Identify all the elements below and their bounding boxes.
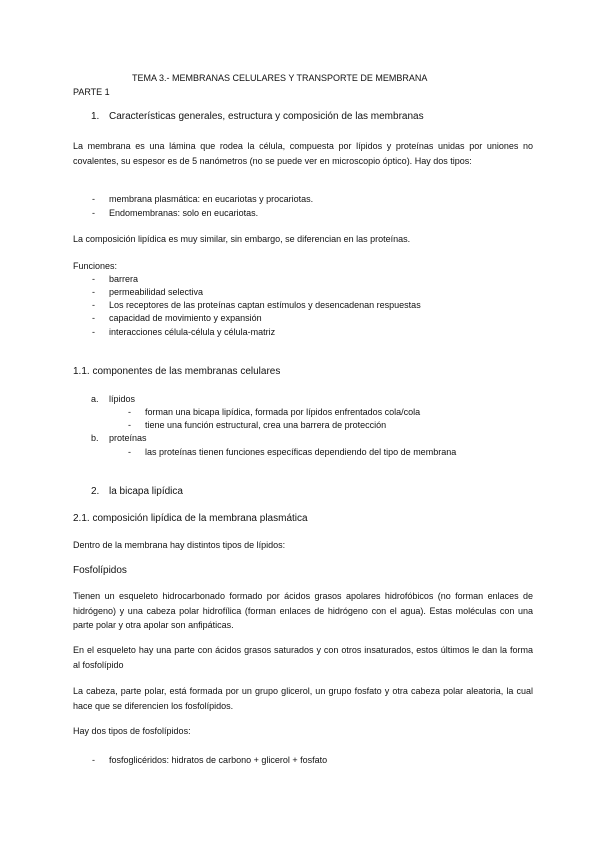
bullet-dash: - xyxy=(92,755,95,765)
document-title: TEMA 3.- MEMBRANAS CELULARES Y TRANSPORTE DE MEMBRANA xyxy=(132,73,428,83)
list-item: capacidad de movimiento y expansión xyxy=(109,313,262,323)
paragraph-types: Hay dos tipos de fosfolípidos: xyxy=(73,726,191,736)
section-1-title: Características generales, estructura y composición de las membranas xyxy=(109,111,424,122)
paragraph-composition: La composición lipídica es muy similar, sin embargo, se diferencian en las proteínas. xyxy=(73,234,411,244)
component-b: proteínas xyxy=(109,433,147,443)
bullet-dash: - xyxy=(128,447,131,457)
bullet-dash: - xyxy=(92,300,95,310)
bullet-dash: - xyxy=(92,274,95,284)
paragraph-lipids: Dentro de la membrana hay distintos tipos de lípidos: xyxy=(73,540,286,550)
bullet-dash: - xyxy=(92,313,95,323)
list-item: Los receptores de las proteínas captan estímulos y desencadenan respuestas xyxy=(109,300,421,310)
section-1-1-title: 1.1. componentes de las membranas celulares xyxy=(73,366,281,377)
paragraph-structure: Tienen un esqueleto hidrocarbonado formado por ácidos grasos apolares hidrofóbicos (no forman enlaces de hidrógeno) y una cabeza polar hidrofílica (forman enlaces de hidrógeno con el agua). Estas moléculas con una parte polar y otra apolar son anfipáticas. xyxy=(73,591,533,630)
section-1-number: 1. xyxy=(91,111,100,122)
list-item: las proteínas tienen funciones específicas dependiendo del tipo de membrana xyxy=(145,447,457,457)
component-a: lípidos xyxy=(109,394,136,404)
functions-label: Funciones: xyxy=(73,261,118,271)
list-item: interacciones célula-célula y célula-matriz xyxy=(109,327,276,337)
paragraph-head: La cabeza, parte polar, está formada por un grupo glicerol, un grupo fosfato y otra cabeza polar aleatoria, la cual hace que se diferencien los fosfolípidos. xyxy=(73,686,533,711)
section-2-number: 2. xyxy=(91,486,100,497)
paragraph-intro: La membrana es una lámina que rodea la célula, compuesta por lípidos y proteínas unidas por uniones no covalentes, su espesor es de 5 nanómetros (no se puede ver en microscopio óptico). Hay dos tipos: xyxy=(73,141,533,166)
list-item: forman una bicapa lipídica, formada por lípidos enfrentados cola/cola xyxy=(145,407,421,417)
bullet-dash: - xyxy=(128,420,131,430)
list-item: membrana plasmática: en eucariotas y procariotas. xyxy=(109,194,314,204)
list-item: barrera xyxy=(109,274,139,284)
component-a-label: a. xyxy=(91,394,99,404)
section-2-title: la bicapa lipídica xyxy=(109,486,183,497)
part-label: PARTE 1 xyxy=(73,87,110,97)
list-item: fosfoglicéridos: hidratos de carbono + glicerol + fosfato xyxy=(109,755,328,765)
section-2-1-title: 2.1. composición lipídica de la membrana plasmática xyxy=(73,513,308,524)
bullet-dash: - xyxy=(92,208,95,218)
bullet-dash: - xyxy=(92,194,95,204)
fosfolipidos-heading: Fosfolípidos xyxy=(73,565,127,576)
bullet-dash: - xyxy=(92,327,95,337)
bullet-dash: - xyxy=(92,287,95,297)
paragraph-skeleton: En el esqueleto hay una parte con ácidos grasos saturados y con otros insaturados, estos últimos le dan la forma al fosfolípido xyxy=(73,645,533,670)
component-b-label: b. xyxy=(91,433,99,443)
bullet-dash: - xyxy=(128,407,131,417)
list-item: permeabilidad selectiva xyxy=(109,287,204,297)
list-item: tiene una función estructural, crea una barrera de protección xyxy=(145,420,387,430)
list-item: Endomembranas: solo en eucariotas. xyxy=(109,208,259,218)
